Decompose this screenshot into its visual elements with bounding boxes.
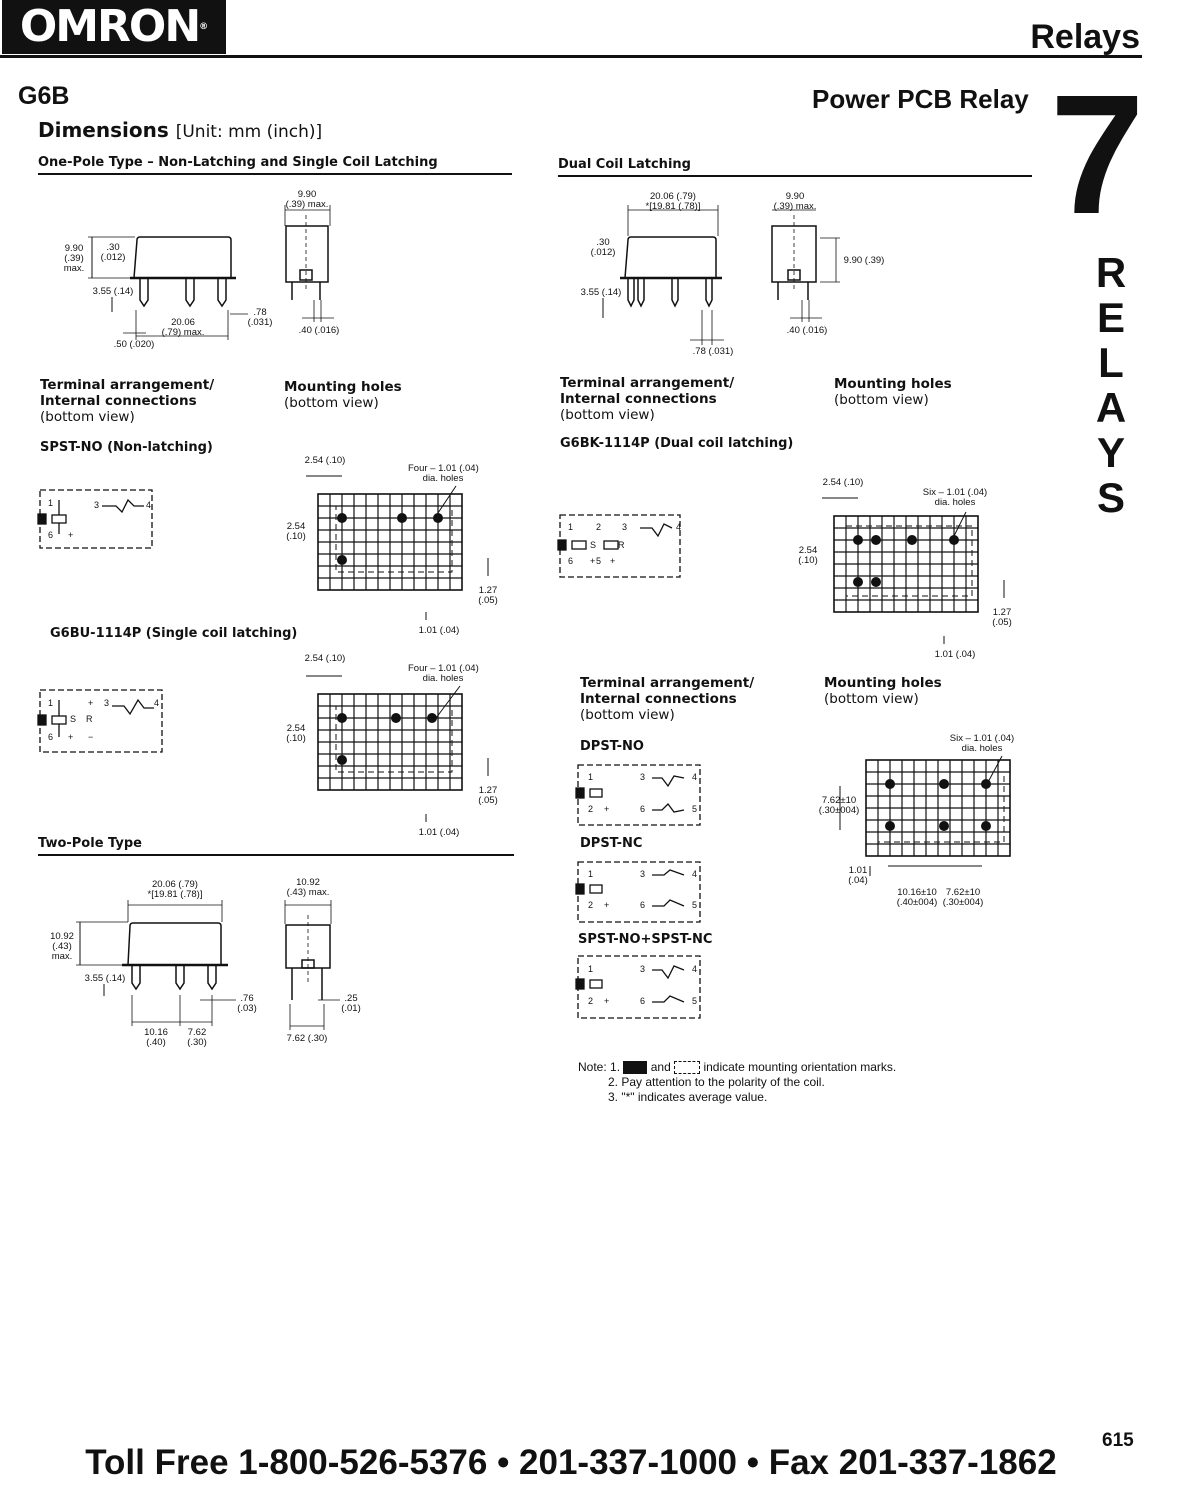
dim-label: Six – 1.01 (.04) dia. holes xyxy=(949,733,1015,754)
solid-mark-icon xyxy=(623,1061,647,1074)
mounting-hole xyxy=(337,513,347,523)
mounting-hole xyxy=(397,513,407,523)
terminal-label: Terminal arrangement/ Internal connections (bottom view) xyxy=(40,377,215,425)
mounting-hole xyxy=(853,535,863,545)
dim-label: 7.62±10 (.30±004) xyxy=(818,795,860,816)
dim-label: 1.01 (.04) xyxy=(934,649,976,660)
dim-label: 20.06 (.79) *[19.81 (.78)] xyxy=(147,879,203,900)
note-3: 3. "*" indicates average value. xyxy=(608,1090,768,1104)
svg-text:1: 1 xyxy=(588,964,594,974)
dim-label: 10.16 (.40) xyxy=(144,1027,168,1048)
g6bk-title: G6BK-1114P (Dual coil latching) xyxy=(560,436,794,451)
svg-text:−: − xyxy=(88,732,94,742)
dim-label: .50 (.020) xyxy=(113,339,155,350)
mounting-label: Mounting holes (bottom view) xyxy=(824,675,942,707)
category-title: Relays xyxy=(1030,18,1140,56)
mounting-hole xyxy=(391,713,401,723)
dim-label: .78 (.031) xyxy=(692,346,734,357)
note-1: Note: 1. and indicate mounting orientation marks. xyxy=(578,1060,897,1074)
svg-text:2: 2 xyxy=(588,900,594,910)
dim-label: 3.55 (.14) xyxy=(92,286,134,297)
dim-label: Four – 1.01 (.04) dia. holes xyxy=(408,663,479,684)
svg-text:6: 6 xyxy=(640,900,646,910)
mounting-hole xyxy=(337,713,347,723)
dim-label: 1.01 (.04) xyxy=(418,625,460,636)
dim-label: .30 (.012) xyxy=(100,242,126,263)
dim-label: .78 (.031) xyxy=(247,307,273,328)
leader-line xyxy=(436,686,460,718)
svg-text:4: 4 xyxy=(676,522,682,532)
svg-text:6: 6 xyxy=(640,804,646,814)
dim-label: 1.27 (.05) xyxy=(478,585,498,606)
svg-text:+: + xyxy=(68,732,74,742)
dim-label: .30 (.012) xyxy=(590,237,616,258)
svg-text:3: 3 xyxy=(640,869,646,879)
two-pole-drawing xyxy=(0,0,1,1)
dim-label: 3.55 (.14) xyxy=(84,973,126,984)
svg-text:5: 5 xyxy=(692,996,698,1006)
spst-combo-title: SPST-NO+SPST-NC xyxy=(578,932,713,947)
chapter-number: 7 xyxy=(1050,60,1145,250)
header-rule xyxy=(0,55,1142,58)
omron-logo: OMRON® xyxy=(2,0,226,54)
svg-text:6: 6 xyxy=(48,530,54,540)
g6bu-title: G6BU-1114P (Single coil latching) xyxy=(50,626,298,641)
mounting-hole xyxy=(885,821,895,831)
svg-text:4: 4 xyxy=(146,500,152,510)
page-number: 615 xyxy=(1102,1430,1134,1451)
dim-label: 7.62 (.30) xyxy=(187,1027,207,1048)
mounting-hole xyxy=(885,779,895,789)
dpst-no-title: DPST-NO xyxy=(580,739,644,754)
dim-label: 9.90 (.39) max. xyxy=(285,189,329,210)
svg-text:S: S xyxy=(70,714,77,724)
mounting-label: Mounting holes (bottom view) xyxy=(834,376,952,408)
dim-label: 1.01 (.04) xyxy=(848,865,868,886)
chapter-letter: L xyxy=(1098,339,1124,386)
chapter-letter: A xyxy=(1095,384,1127,431)
dim-label: 9.90 (.39) max. xyxy=(773,191,817,212)
svg-text:6: 6 xyxy=(568,556,574,566)
dim-label: 2.54 (.10) xyxy=(304,653,346,664)
dim-label: 2.54 (.10) xyxy=(286,521,306,542)
dim-label: 2.54 (.10) xyxy=(304,455,346,466)
svg-text:5: 5 xyxy=(596,556,602,566)
dim-label: .40 (.016) xyxy=(298,325,340,336)
svg-text:3: 3 xyxy=(104,698,110,708)
mounting-hole xyxy=(427,713,437,723)
mounting-hole xyxy=(907,535,917,545)
dim-label: 2.54 (.10) xyxy=(798,545,818,566)
svg-text:+: + xyxy=(88,698,94,708)
mounting-hole xyxy=(337,755,347,765)
mounting-hole xyxy=(871,577,881,587)
dim-label: 10.16±10 (.40±004) xyxy=(896,887,938,908)
mounting-hole xyxy=(981,779,991,789)
chapter-letter: Y xyxy=(1096,429,1125,476)
mounting-hole xyxy=(939,821,949,831)
two-pole-heading: Two-Pole Type xyxy=(38,836,514,856)
contact-footer: Toll Free 1-800-526-5376 • 201-337-1000 • Fax 201-337-1862 xyxy=(85,1443,1057,1482)
svg-text:6: 6 xyxy=(48,732,54,742)
svg-text:2: 2 xyxy=(588,996,594,1006)
svg-text:+: + xyxy=(610,556,616,566)
svg-text:R: R xyxy=(86,714,93,724)
svg-text:5: 5 xyxy=(692,804,698,814)
svg-text:1: 1 xyxy=(588,772,594,782)
dim-label: 9.90 (.39) max. xyxy=(63,243,85,274)
chapter-tab xyxy=(1088,250,1134,520)
leader-line xyxy=(436,486,456,516)
dual-coil-heading: Dual Coil Latching xyxy=(558,157,1032,177)
svg-text:1: 1 xyxy=(48,698,54,708)
dim-label: .40 (.016) xyxy=(786,325,828,336)
terminal-label: Terminal arrangement/ Internal connections (bottom view) xyxy=(560,375,735,423)
svg-text:3: 3 xyxy=(640,772,646,782)
svg-text:+: + xyxy=(604,996,610,1006)
dim-label: 1.27 (.05) xyxy=(992,607,1012,628)
svg-text:2: 2 xyxy=(596,522,602,532)
mounting-hole xyxy=(337,555,347,565)
product-subtitle: Power PCB Relay xyxy=(812,84,1029,114)
dim-label: 20.06 (.79) max. xyxy=(161,317,205,338)
notes xyxy=(578,1060,896,1105)
dim-label: 10.92 (.43) max. xyxy=(286,877,330,898)
svg-text:3: 3 xyxy=(94,500,100,510)
svg-text:1: 1 xyxy=(588,869,594,879)
svg-text:5: 5 xyxy=(692,900,698,910)
dim-label: 9.90 (.39) xyxy=(843,255,885,266)
one-pole-heading: One-Pole Type – Non-Latching and Single Coil Latching xyxy=(38,155,512,175)
svg-text:3: 3 xyxy=(622,522,628,532)
dim-label: 1.27 (.05) xyxy=(478,785,498,806)
svg-text:+: + xyxy=(604,900,610,910)
svg-text:R: R xyxy=(618,540,625,550)
dim-label: 2.54 (.10) xyxy=(286,723,306,744)
dim-label: 3.55 (.14) xyxy=(580,287,622,298)
chapter-letter: R xyxy=(1095,249,1127,296)
dim-label: 10.92 (.43) max. xyxy=(50,931,74,962)
chapter-letter: S xyxy=(1096,474,1125,521)
svg-text:2: 2 xyxy=(588,804,594,814)
svg-text:4: 4 xyxy=(692,869,698,879)
svg-text:1: 1 xyxy=(568,522,574,532)
svg-text:3: 3 xyxy=(640,964,646,974)
svg-text:+: + xyxy=(68,530,74,540)
svg-text:6: 6 xyxy=(640,996,646,1006)
terminal-label: Terminal arrangement/ Internal connections (bottom view) xyxy=(580,675,755,723)
svg-text:1: 1 xyxy=(48,498,54,508)
dim-label: .76 (.03) xyxy=(237,993,257,1014)
mounting-hole xyxy=(853,577,863,587)
dim-label: .25 (.01) xyxy=(341,993,361,1014)
note-2: 2. Pay attention to the polarity of the coil. xyxy=(608,1075,825,1089)
svg-text:+: + xyxy=(590,556,596,566)
dim-label: Four – 1.01 (.04) dia. holes xyxy=(408,463,479,484)
dpst-nc-title: DPST-NC xyxy=(580,836,643,851)
svg-text:4: 4 xyxy=(692,772,698,782)
model-name: G6B xyxy=(18,82,70,110)
dim-label: 7.62±10 (.30±004) xyxy=(942,887,984,908)
spst-no-title: SPST-NO (Non-latching) xyxy=(40,440,213,455)
mounting-hole xyxy=(433,513,443,523)
svg-text:S: S xyxy=(590,540,597,550)
dim-label: 7.62 (.30) xyxy=(286,1033,328,1044)
mounting-label: Mounting holes (bottom view) xyxy=(284,379,402,411)
dashed-mark-icon xyxy=(674,1061,700,1074)
svg-text:+: + xyxy=(604,804,610,814)
chapter-letter: E xyxy=(1096,294,1125,341)
dim-label: 2.54 (.10) xyxy=(822,477,864,488)
dim-label: 20.06 (.79) *[19.81 (.78)] xyxy=(645,191,701,212)
dim-label: Six – 1.01 (.04) dia. holes xyxy=(922,487,988,508)
svg-text:4: 4 xyxy=(692,964,698,974)
dim-label: 1.01 (.04) xyxy=(418,827,460,838)
svg-text:4: 4 xyxy=(154,698,160,708)
mounting-hole xyxy=(939,779,949,789)
mounting-hole xyxy=(981,821,991,831)
dimensions-title: Dimensions [Unit: mm (inch)] xyxy=(38,118,323,142)
mounting-hole xyxy=(871,535,881,545)
